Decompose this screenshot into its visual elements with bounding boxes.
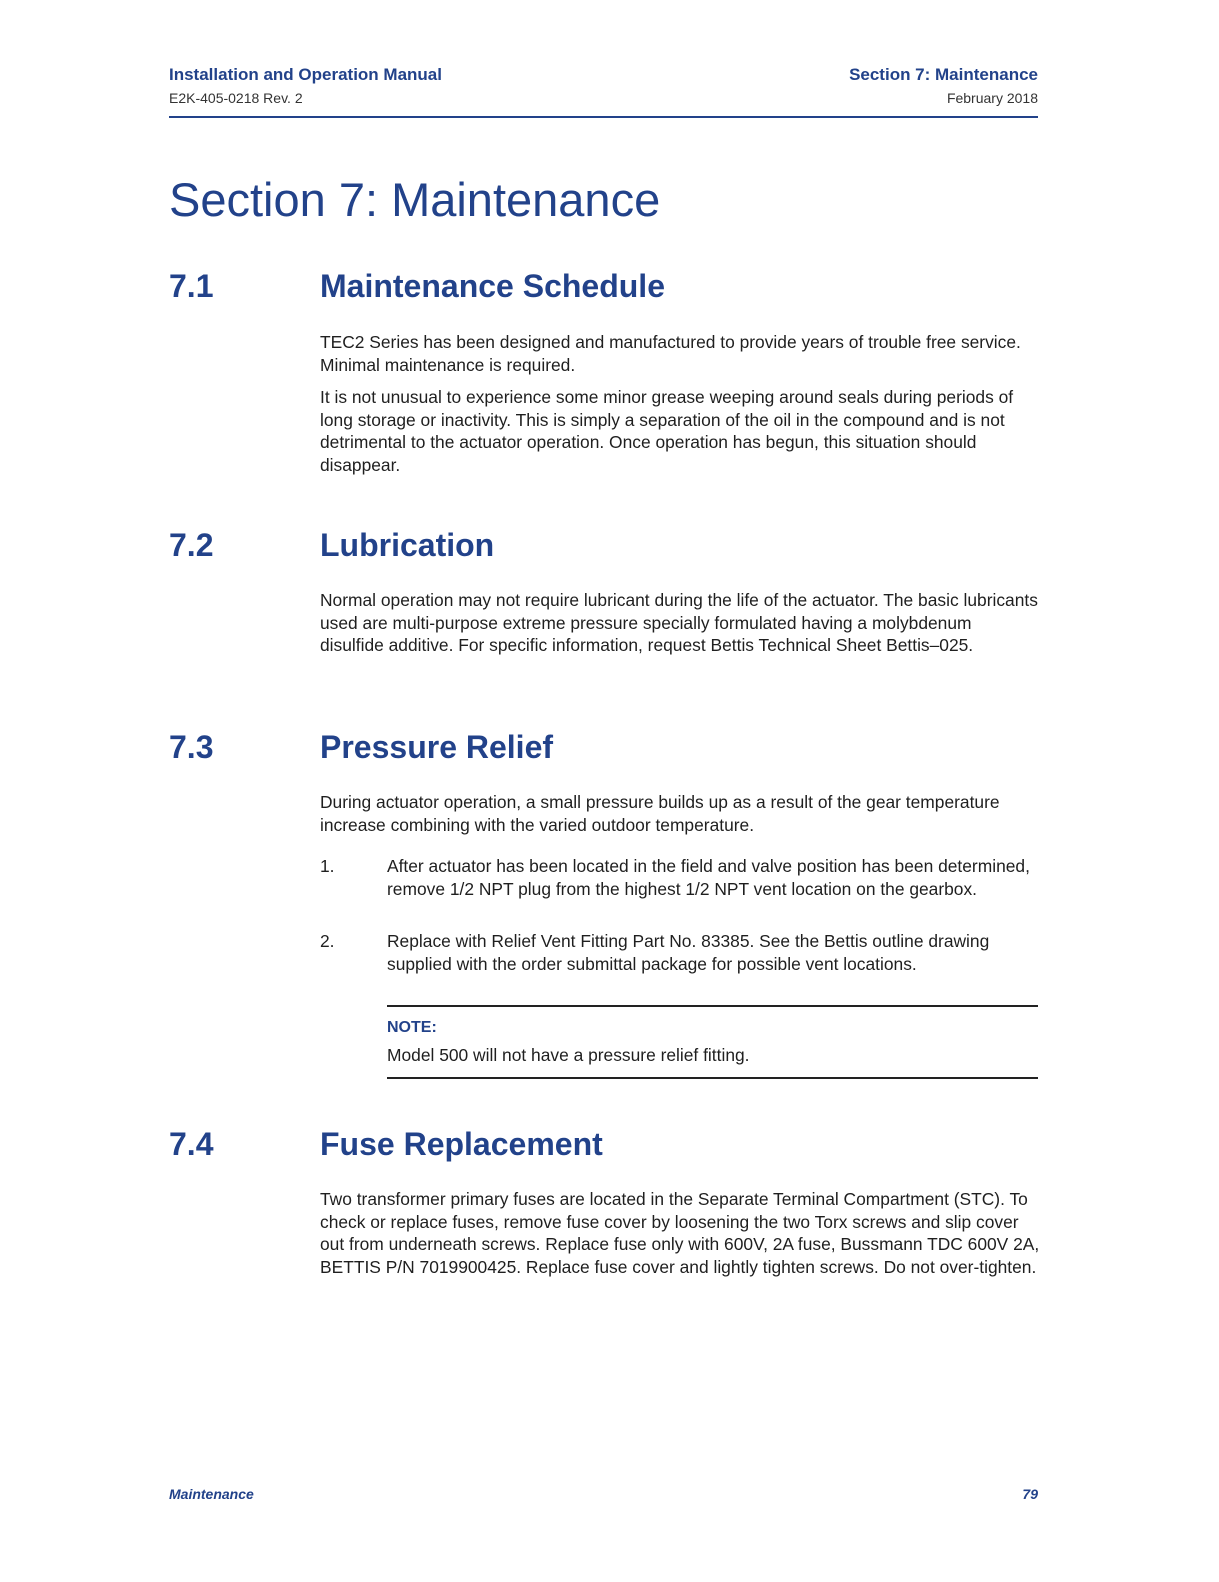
section-number: 7.3 [169, 729, 214, 765]
note-top-rule [387, 1005, 1038, 1007]
section-title: Fuse Replacement [320, 1126, 603, 1162]
section-title: Pressure Relief [320, 729, 554, 765]
note-label: NOTE: [387, 1019, 437, 1036]
section-number: 7.2 [169, 527, 214, 563]
header-right [849, 64, 1038, 109]
list-item: Replace with Relief Vent Fitting Part No. 83385. See the Bettis outline drawing supplied with the order submittal package for possible vent locations. [387, 931, 990, 974]
page-title: Section 7: Maintenance [169, 173, 661, 226]
manual-title: Installation and Operation Manual [169, 65, 442, 84]
paragraph: TEC2 Series has been designed and manufactured to provide years of trouble free service. Minimal maintenance is required. [320, 332, 1021, 375]
header-divider [169, 116, 1038, 118]
document-date: February 2018 [946, 90, 1038, 106]
section-title: Maintenance Schedule [320, 268, 665, 304]
header-section-title: Section 7: Maintenance [849, 65, 1038, 84]
paragraph: Two transformer primary fuses are located in the Separate Terminal Compartment (STC). To check or replace fuses, remove fuse cover by loosening the two Torx screws and slip cover out from underneath screws. Replace fuse only with 600V, 2A fuse, Bussmann TDC 600V 2A, BETTIS P/N 7019900425. Replace fuse cover and lightly tighten screws. Do not over-tighten. [320, 1189, 1040, 1277]
note-text: Model 500 will not have a pressure relief fitting. [387, 1045, 750, 1065]
paragraph: During actuator operation, a small pressure builds up as a result of the gear temperature increase combining with the varied outdoor temperature. [320, 792, 1000, 835]
footer-section-label: Maintenance [169, 1486, 254, 1502]
list-item-number: 1. [320, 856, 335, 876]
document-number: E2K-405-0218 Rev. 2 [169, 90, 303, 106]
paragraph: Normal operation may not require lubricant during the life of the actuator. The basic lubricants used are multi-purpose extreme pressure specially formulated having a molybdenum disulfide additive. For specific information, request Bettis Technical Sheet Bettis–025. [320, 590, 1038, 655]
page-number: 79 [1022, 1486, 1038, 1502]
note-bottom-rule [387, 1077, 1038, 1079]
paragraph: It is not unusual to experience some minor grease weeping around seals during periods of long storage or inactivity. This is simply a separation of the oil in the compound and is not detrimental to the actuator operation. Once operation has begun, this situation should disappear. [320, 387, 1014, 475]
header-left [169, 64, 442, 109]
section-title: Lubrication [320, 527, 495, 563]
section-number: 7.4 [169, 1126, 214, 1162]
list-item-number: 2. [320, 931, 335, 951]
list-item: After actuator has been located in the field and valve position has been determined, remove 1/2 NPT plug from the highest 1/2 NPT vent location on the gearbox. [387, 856, 1030, 899]
section-number: 7.1 [169, 268, 214, 304]
